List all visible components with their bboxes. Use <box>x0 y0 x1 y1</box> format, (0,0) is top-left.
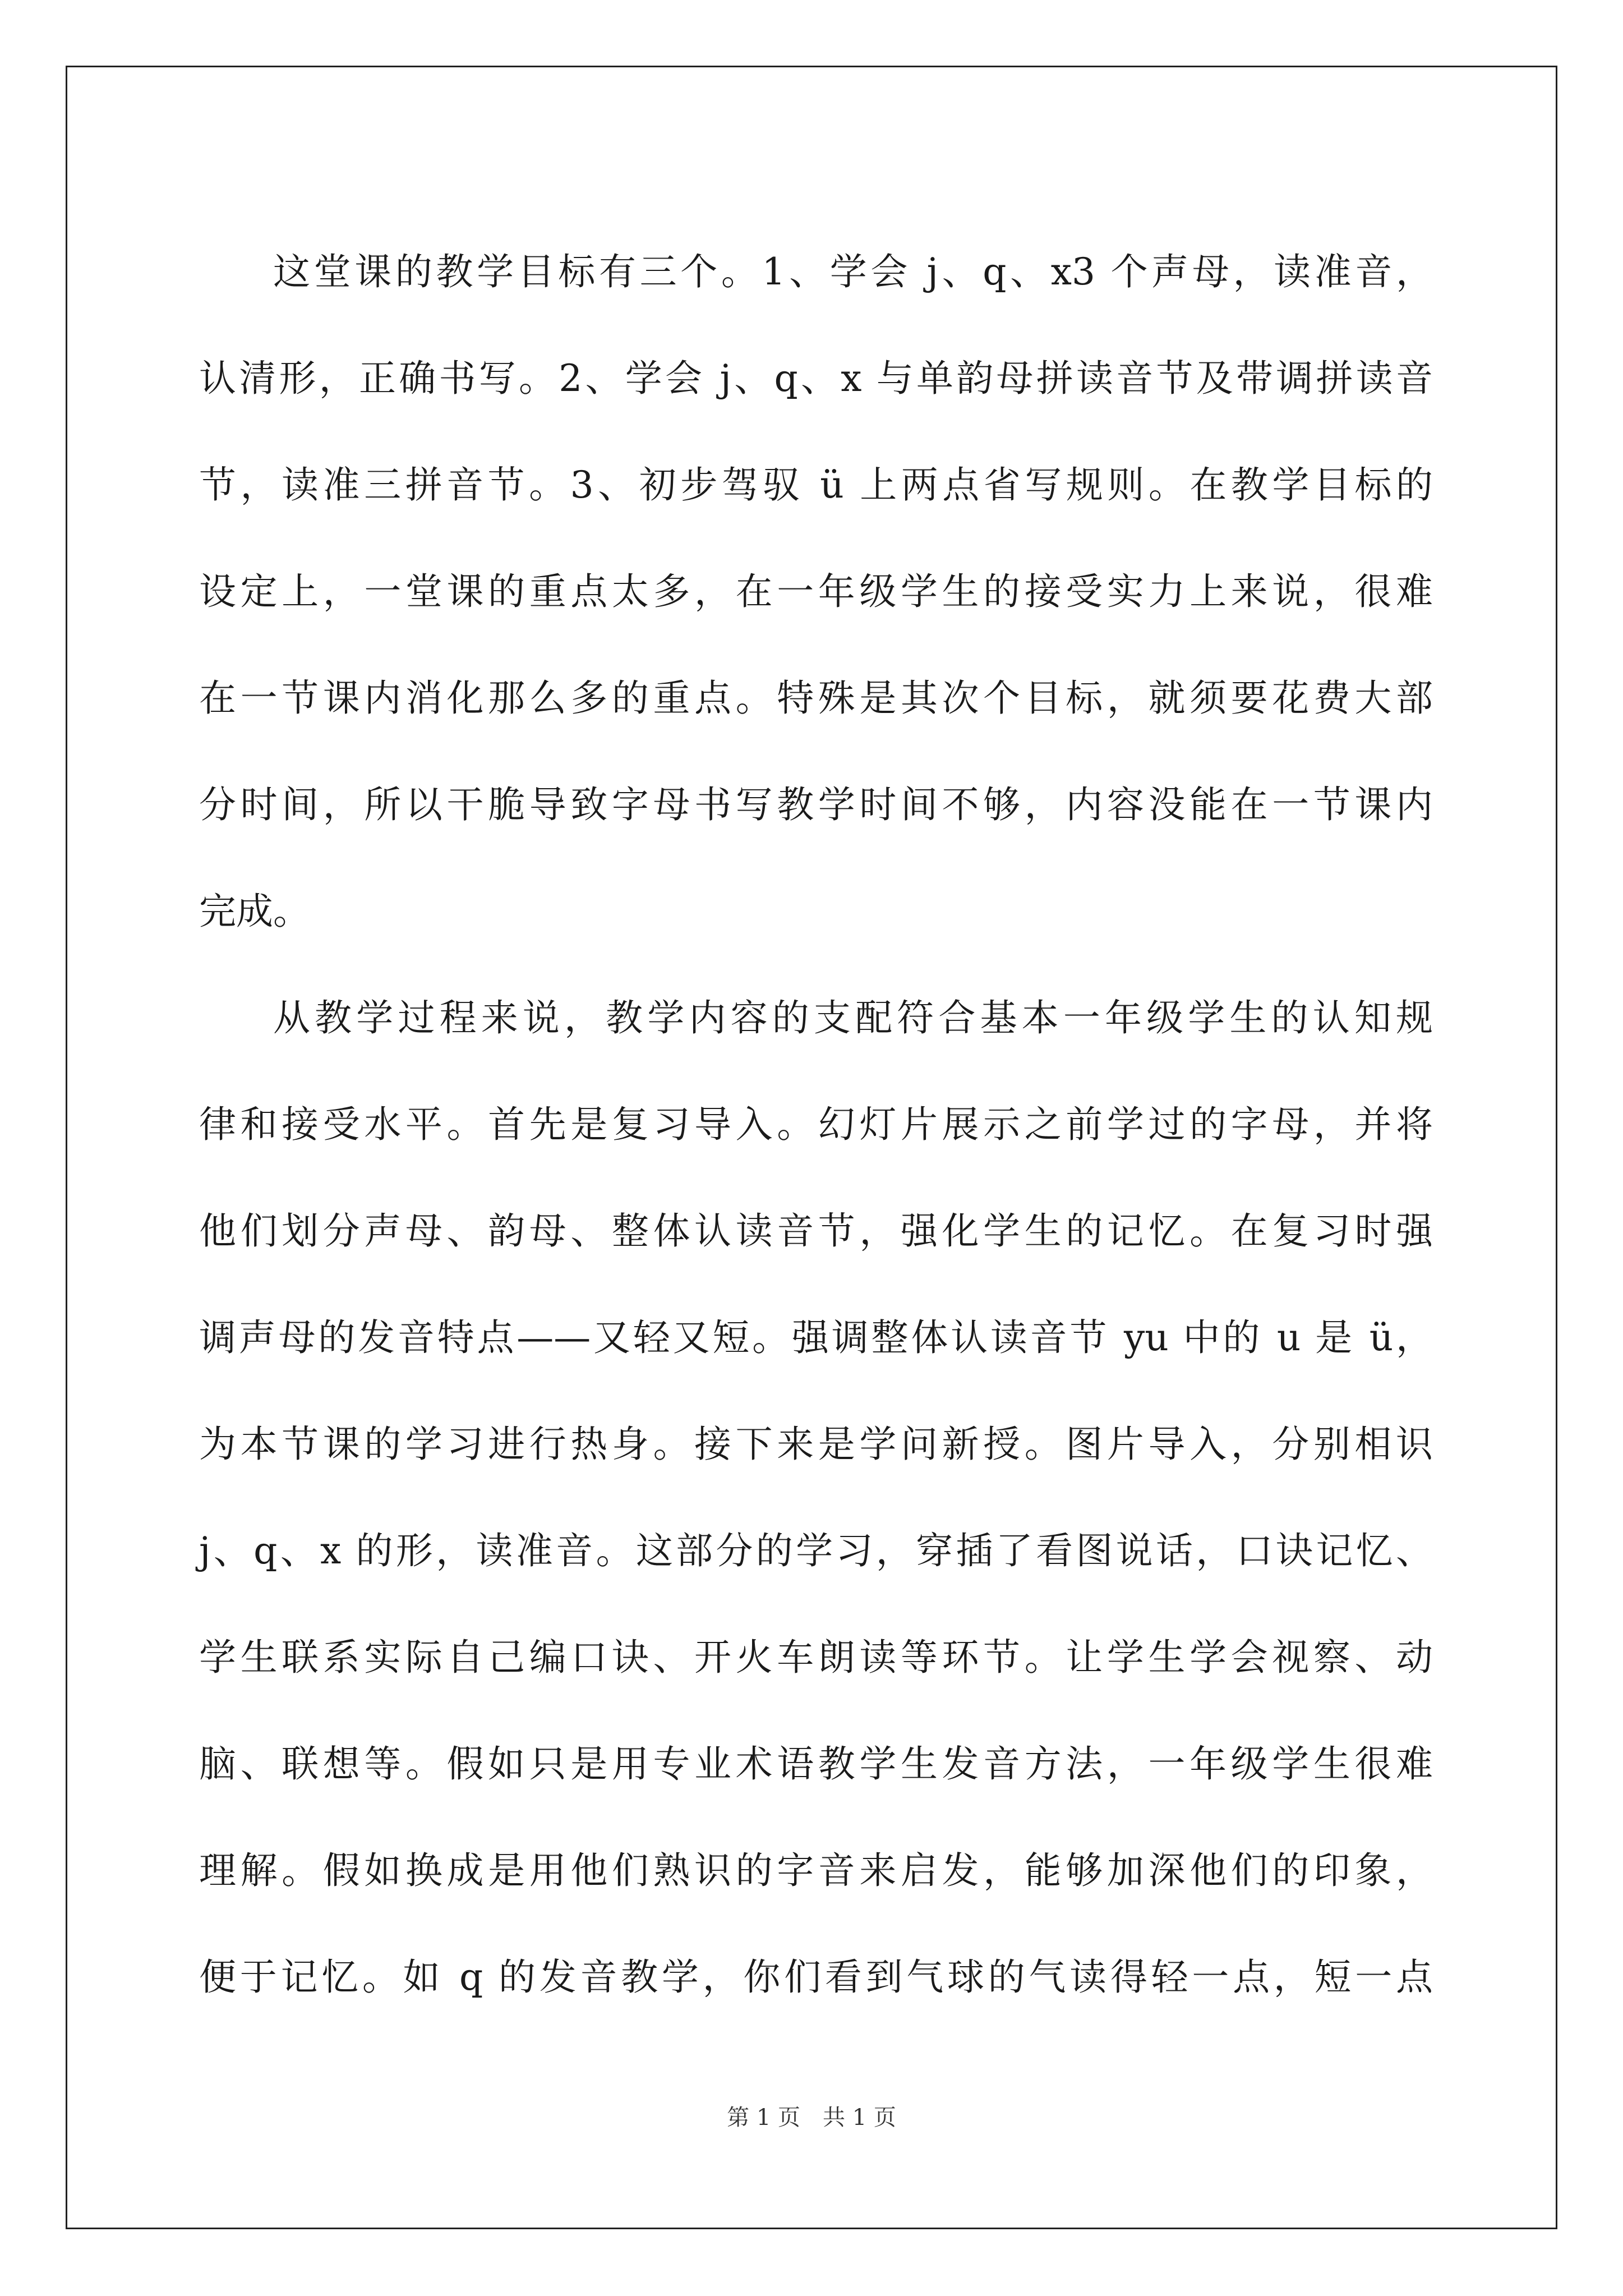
text-line: 他们划分声母、韵母、整体认读音节，强化学生的记忆。在复习时强 <box>199 1209 1433 1253</box>
text-line: 脑、联想等。假如只是用专业术语教学生发音方法，一年级学生很难 <box>199 1742 1433 1786</box>
text-line: 设定上，一堂课的重点太多，在一年级学生的接受实力上来说，很难 <box>199 570 1433 613</box>
text-line: 理解。假如换成是用他们熟识的字音来启发，能够加深他们的印象， <box>199 1849 1433 1892</box>
text-line: 节，读准三拼音节。3、初步驾驭 ü 上两点省写规则。在教学目标的 <box>199 463 1433 507</box>
text-line: 这堂课的教学目标有三个。1、学会 j、q、x3 个声母，读准音， <box>273 250 1433 293</box>
text-line: 便于记忆。如 q 的发音教学，你们看到气球的气读得轻一点，短一点 <box>199 1955 1433 1999</box>
text-line: 从教学过程来说，教学内容的支配符合基本一年级学生的认知规 <box>273 996 1433 1039</box>
document-body <box>199 219 1433 2031</box>
text-line: 为本节课的学习进行热身。接下来是学问新授。图片导入，分别相识 <box>199 1423 1433 1466</box>
text-line: 在一节课内消化那么多的重点。特殊是其次个目标，就须要花费大部 <box>199 677 1433 720</box>
text-line: 分时间，所以干脆导致字母书写教学时间不够，内容没能在一节课内 <box>199 783 1433 826</box>
text-line: 完成。 <box>199 890 310 933</box>
text-line: 学生联系实际自己编口诀、开火车朗读等环节。让学生学会视察、动 <box>199 1636 1433 1679</box>
page-footer: 第 1 页 共 1 页 <box>727 2105 896 2131</box>
text-line: 认清形，正确书写。2、学会 j、q、x 与单韵母拼读音节及带调拼读音 <box>199 357 1433 400</box>
text-line: 律和接受水平。首先是复习导入。幻灯片展示之前学过的字母，并将 <box>199 1103 1433 1146</box>
text-line: 调声母的发音特点——又轻又短。强调整体认读音节 yu 中的 u 是 ü， <box>199 1316 1433 1359</box>
text-line: j、q、x 的形，读准音。这部分的学习，穿插了看图说话，口诀记忆、 <box>199 1529 1433 1572</box>
